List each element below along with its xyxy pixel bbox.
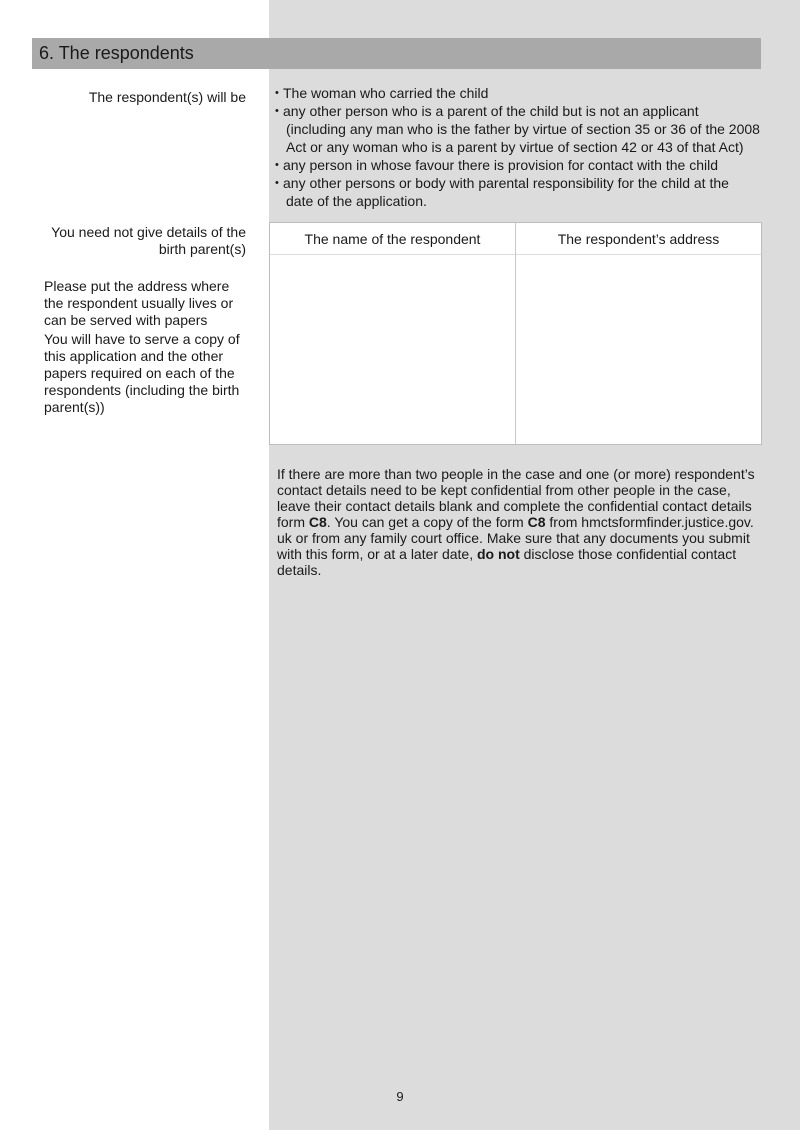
respondent-address-field[interactable]	[516, 255, 761, 444]
page-number: 9	[396, 1089, 404, 1104]
respondent-criteria-list	[275, 84, 761, 210]
emphasis-text: do not	[476, 546, 520, 562]
address-note: Please put the address where the respondent usually lives or can be served with papers	[44, 278, 234, 328]
address-column-header: The respondent’s address	[557, 231, 720, 247]
respondent-table	[269, 222, 762, 445]
confidentiality-note: If there are more than two people in the case and one (or more) respondent’s contact details need to be kept confidential from other people in the case, leave their contact details blank and complete the confidential contact details form C8. You can get a copy of the form C8 from hmctsformfinder.justice.gov. uk or from any family court office. Make sure that any documents you submit with this form, or at a later date, do not disclose those confidential contact details.	[277, 466, 755, 578]
list-item: • any other person who is a parent of the child but is not an applicant (including any man who is the father by virtue of section 35 or 36 of the 2008 Act or any woman who is a parent by virtue of section 42 or 43 of that Act)	[275, 102, 761, 156]
name-column-header: The name of the respondent	[304, 231, 481, 247]
respondents-label: The respondent(s) will be	[88, 89, 246, 105]
list-item: • The woman who carried the child	[275, 84, 761, 102]
list-item: • any person in whose favour there is provision for contact with the child	[275, 156, 761, 174]
respondent-name-field[interactable]	[270, 255, 515, 444]
section-title: 6. The respondents	[32, 38, 761, 69]
serve-note: You will have to serve a copy of this application and the other papers required on each of the respondents (including the birth parent(s))	[44, 331, 240, 415]
birth-parent-note: You need not give details of the birth parent(s)	[51, 224, 246, 257]
list-item: • any other persons or body with parental responsibility for the child at the date of the application.	[275, 174, 761, 210]
form-code: C8	[527, 514, 546, 530]
form-code: C8	[308, 514, 327, 530]
